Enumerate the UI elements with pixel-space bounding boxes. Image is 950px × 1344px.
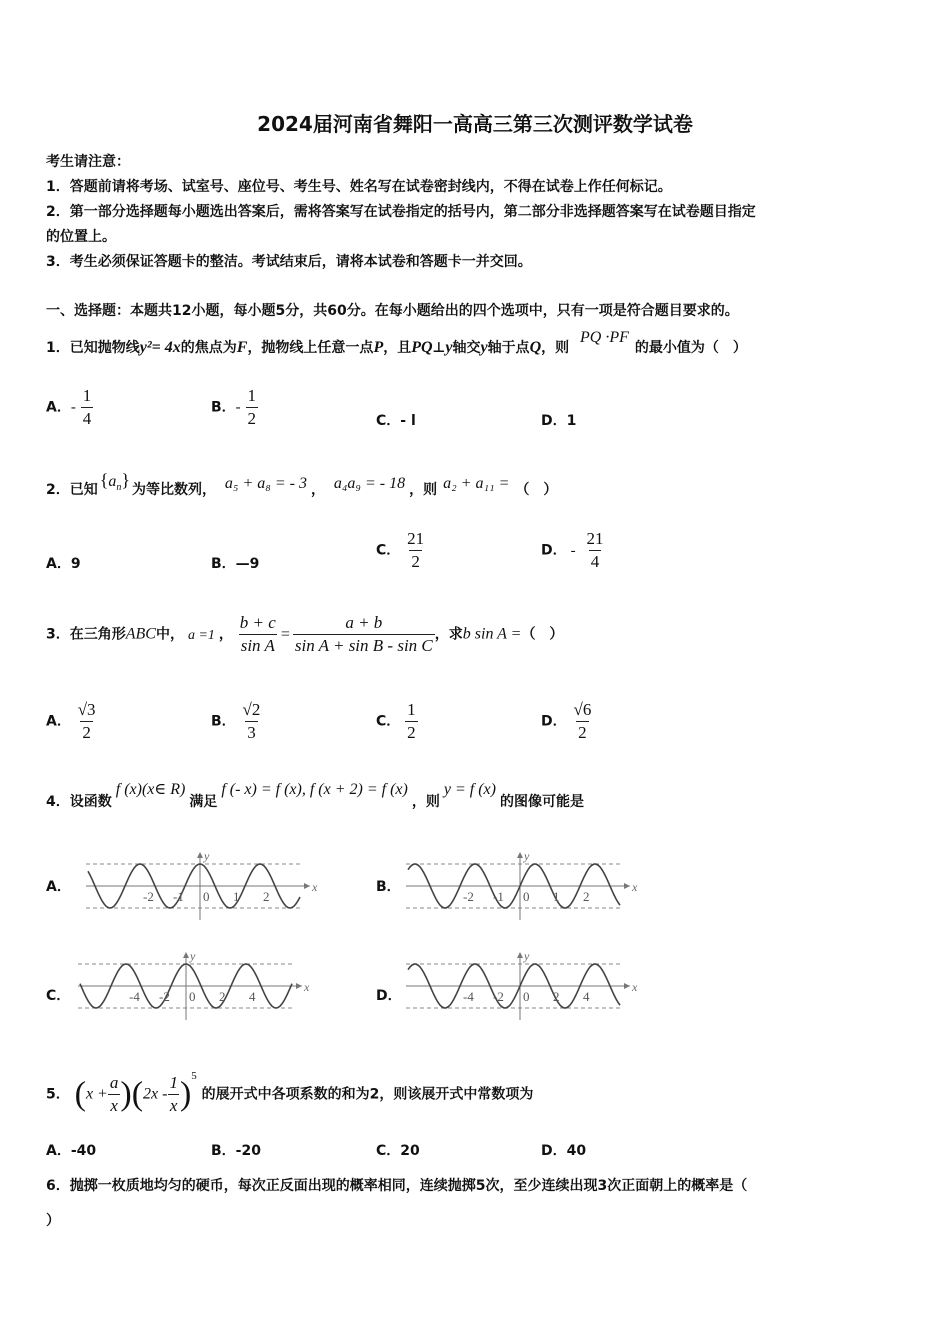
q3-option-d-fraction (572, 699, 594, 744)
q5-option-c-value: 20 (400, 1143, 420, 1159)
x-axis-arrow (624, 983, 630, 989)
section-heading: 一、选择题：本题共12小题，每小题5分，共60分。在每小题给出的四个选项中，只有一项是符合题目要求的。 (46, 303, 739, 319)
y-axis-arrow (517, 952, 523, 958)
tick-label: -4 (463, 989, 474, 1004)
q1-parabola-eq: y²= 4x (139, 339, 181, 356)
q3-equals: = (280, 625, 290, 643)
q1-var-Q: Q (529, 339, 542, 356)
q1-option-b-label: B． (211, 399, 236, 416)
q5-option-b-label: B． (211, 1143, 236, 1159)
q4-graph-c[interactable] (74, 950, 314, 1022)
q3-text-1: 中， (155, 626, 184, 643)
y-axis-arrow (183, 952, 189, 958)
q3-abc: ABC (125, 625, 156, 643)
q2-sequence (98, 470, 132, 493)
frac-den: 2 (82, 723, 91, 742)
q3-text-2: ， (218, 626, 233, 643)
q5-fraction-1 (108, 1072, 121, 1117)
y-axis-label: y (524, 950, 530, 963)
q1-var-y2: y (480, 339, 488, 356)
q3-ask: b sin A = (462, 625, 522, 643)
q2-option-c-fraction (405, 528, 426, 573)
q4-num: 4．设函数 (46, 794, 112, 810)
tick-label: -1 (173, 889, 184, 904)
x-axis-arrow (624, 883, 630, 889)
y-axis-label: y (190, 950, 196, 963)
frac-den: x (169, 1096, 178, 1115)
x-axis-arrow (304, 883, 310, 889)
frac-den: x (110, 1096, 118, 1115)
y-axis-label: y (204, 850, 210, 863)
frac-den: 2 (407, 723, 416, 742)
tick-label: -2 (143, 889, 154, 904)
q3-option-a[interactable] (46, 699, 98, 744)
frac-den: 2 (411, 552, 420, 571)
q4-option-c-label[interactable]: C． (46, 988, 71, 1004)
q1-option-c[interactable] (376, 410, 416, 430)
q4-yfx: y = f (x) (443, 781, 496, 798)
q1-option-d-label: D． (541, 413, 567, 429)
q1-option-b-sign: - (235, 399, 241, 416)
page-title: 2024届河南省舞阳一高高三第三次测评数学试卷 (257, 112, 693, 136)
q5-option-d-label: D． (541, 1143, 567, 1159)
tick-label: 4 (249, 989, 256, 1004)
q2-option-b-label: B． (211, 556, 236, 572)
q5-exponent: 5 (191, 1069, 197, 1082)
q4-text-2: ，则 (411, 794, 440, 810)
q5-num: 5． (46, 1086, 70, 1103)
brace-right: } (121, 470, 131, 490)
q2-seq-a: a (108, 473, 117, 490)
q2-option-d-fraction (585, 528, 606, 573)
q5-option-b-value: -20 (235, 1143, 261, 1159)
q3-num: 3．在三角形 (46, 626, 126, 643)
q5-fraction-2 (167, 1072, 180, 1117)
paren-right-1: ) (120, 1075, 132, 1113)
tick-label: 0 (523, 889, 530, 904)
q1-option-a-fraction (81, 385, 94, 430)
paren-right-2: ) (179, 1075, 192, 1113)
y-axis-arrow (197, 852, 203, 858)
tick-label: 2 (583, 889, 590, 904)
frac-num: b + c (239, 613, 276, 632)
tick-label: -1 (493, 889, 504, 904)
y-axis-arrow (517, 852, 523, 858)
q3-text-3: ，求 (434, 626, 463, 643)
q2-text-3: ，则 (409, 482, 438, 498)
q5-option-a-value: -40 (70, 1143, 97, 1159)
q2-option-d-label: D． (541, 542, 567, 559)
q1-num: 1． (46, 340, 70, 356)
q3-option-b[interactable] (211, 699, 262, 744)
notice-item-2: 2．第一部分选择题每小题选出答案后，需将答案写在试卷指定的括号内，第二部分非选择题答案写在试卷题目指定 (46, 204, 756, 220)
tick-label: 0 (203, 889, 210, 904)
q5-option-b[interactable] (211, 1140, 261, 1160)
q5-option-a[interactable] (46, 1140, 96, 1160)
question-6: 6．抛掷一枚质地均匀的硬币，每次正反面出现的概率相同，连续抛掷5次，至少连续出现3次正面朝上的概率是（ (46, 1178, 748, 1194)
q3-option-b-fraction (241, 699, 263, 744)
frac-den: sin A + sin B - sin C (294, 636, 433, 655)
question-4 (46, 781, 584, 812)
q2-option-a-value: 9 (70, 556, 81, 572)
tick-label: 2 (553, 989, 560, 1004)
q2-seq-sub: n (116, 481, 122, 493)
q4-graph-a[interactable] (82, 850, 322, 922)
x-axis-label: x (632, 980, 638, 994)
frac-den: 4 (590, 552, 600, 571)
q3-option-d[interactable] (541, 699, 593, 744)
q1-var-y: y (445, 339, 453, 356)
tick-label: 4 (583, 989, 590, 1004)
q2-option-c-label: C． (376, 542, 401, 559)
q2-text-2: ， (310, 482, 325, 498)
question-5 (46, 1069, 534, 1115)
q1-text-9: 的最小值为（ ） (634, 340, 747, 356)
frac-num: 1 (247, 386, 257, 405)
frac-num: √2 (242, 700, 261, 719)
question-6-cont: ） (46, 1213, 60, 1229)
frac-den: 3 (247, 723, 256, 742)
frac-den: sin A (240, 636, 275, 655)
q3-fraction-left (238, 612, 278, 657)
q1-option-b[interactable] (211, 385, 258, 430)
x-axis-label: x (632, 880, 638, 894)
q1-text-2: 的焦点为 (180, 340, 237, 356)
q4-graph-d[interactable] (402, 950, 642, 1022)
q2-eq-2: a₄a₉ = - 18 (333, 475, 406, 492)
q1-text-1: 已知抛物线 (69, 340, 140, 356)
frac-num: √6 (573, 700, 592, 719)
q5-term-2: 2x - (143, 1085, 168, 1103)
q3-a-eq-1: a =1 (187, 627, 215, 643)
q3-option-c-fraction (405, 699, 418, 744)
q2-option-c[interactable] (376, 528, 426, 573)
q1-text-5: ⊥ (432, 340, 446, 356)
frac-num: 1 (82, 386, 92, 405)
frac-num: 1 (407, 700, 416, 719)
q1-option-c-label: C． (376, 413, 401, 429)
tick-label: 1 (553, 889, 560, 904)
tick-label: 0 (523, 989, 530, 1004)
q5-option-c-label: C． (376, 1143, 401, 1159)
q4-option-d-label[interactable]: D． (376, 988, 402, 1004)
q2-num: 2．已知 (46, 482, 98, 498)
brace-left: { (99, 470, 109, 490)
q4-option-a-label[interactable]: A． (46, 879, 71, 895)
q2-option-a[interactable] (46, 553, 81, 573)
q2-option-b-value: —9 (235, 556, 260, 572)
q5-option-d[interactable] (541, 1140, 586, 1160)
q1-text-3: ，抛物线上任意一点 (247, 340, 374, 356)
tick-label: -2 (159, 989, 170, 1004)
y-axis-label: y (524, 850, 530, 863)
q1-text-8: ，则 (541, 340, 570, 356)
question-1 (46, 329, 747, 358)
tick-label: 2 (263, 889, 270, 904)
q2-option-b[interactable] (211, 553, 259, 573)
q4-text-3: 的图像可能是 (499, 794, 584, 810)
tick-label: 2 (219, 989, 226, 1004)
q1-text-6: 轴交 (452, 340, 481, 356)
q1-var-PQ: PQ (411, 339, 433, 356)
q2-option-d[interactable] (541, 528, 606, 573)
frac-den: 4 (82, 409, 92, 428)
tick-label: 0 (189, 989, 196, 1004)
paren-left-1: ( (74, 1075, 86, 1113)
x-axis-label: x (304, 980, 310, 994)
x-axis-label: x (312, 880, 318, 894)
q3-option-c-label: C． (376, 713, 401, 730)
q3-option-a-label: A． (46, 713, 71, 730)
q2-eq-3: a₂ + a₁₁ = (443, 475, 510, 492)
q1-option-a-label: A． (46, 399, 71, 416)
q3-option-d-label: D． (541, 713, 567, 730)
q3-option-c[interactable] (376, 699, 418, 744)
frac-den: 2 (247, 409, 257, 428)
q1-text-7: 轴于点 (487, 340, 530, 356)
notice-item-1: 1．答题前请将考场、试室号、座位号、考生号、姓名写在试卷密封线内，不得在试卷上作任何标记。 (46, 179, 672, 195)
q5-option-d-value: 40 (566, 1143, 587, 1159)
frac-num: a (109, 1073, 119, 1092)
notice-item-2-cont: 的位置上。 (46, 229, 116, 245)
q1-option-a-sign: - (70, 399, 76, 416)
q3-option-a-fraction (76, 699, 98, 744)
q5-term-1: x + (85, 1085, 108, 1103)
notice-item-3: 3．考生必须保证答题卡的整洁。考试结束后，请将本试卷和答题卡一并交回。 (46, 254, 532, 270)
q5-option-c[interactable] (376, 1140, 420, 1160)
q2-option-a-label: A． (46, 556, 71, 572)
q1-option-d[interactable] (541, 410, 576, 430)
q2-text-4: （ ） (515, 482, 558, 498)
x-axis-arrow (296, 983, 302, 989)
q2-eq-1: a₅ + a₈ = - 3 (224, 475, 307, 492)
q5-option-a-label: A． (46, 1143, 71, 1159)
q3-text-4: （ ） (521, 626, 564, 643)
q1-option-d-value: 1 (566, 413, 577, 429)
frac-num: 21 (407, 529, 425, 548)
q1-dot-product: PQ ·PF (580, 329, 629, 346)
q4-text-1: 满足 (189, 794, 218, 810)
q2-option-d-sign: - (570, 542, 576, 559)
frac-den: 2 (578, 723, 587, 742)
paren-left-2: ( (131, 1075, 144, 1113)
frac-num: 21 (586, 529, 604, 548)
q1-option-a[interactable] (46, 385, 93, 430)
frac-num: a + b (345, 613, 383, 632)
frac-num: √3 (77, 700, 96, 719)
frac-num: 1 (169, 1073, 178, 1092)
q1-var-F: F (236, 339, 248, 356)
q2-text-1: 为等比数列， (132, 482, 217, 498)
q4-condition: f (- x) = f (x), f (x + 2) = f (x) (221, 781, 408, 798)
tick-label: -2 (493, 989, 504, 1004)
tick-label: -2 (463, 889, 474, 904)
q1-var-P: P (373, 339, 384, 356)
tick-label: 1 (233, 889, 240, 904)
q1-text-4: ，且 (383, 340, 412, 356)
question-3 (46, 612, 563, 657)
q1-option-b-fraction (246, 385, 259, 430)
q4-option-b-label[interactable]: B． (376, 879, 401, 895)
notice-heading: 考生请注意： (46, 154, 130, 170)
q3-fraction-right (293, 612, 435, 657)
q3-option-b-label: B． (211, 713, 236, 730)
q4-graph-b[interactable] (402, 850, 642, 922)
tick-label: -4 (129, 989, 140, 1004)
q5-text-1: 的展开式中各项系数的和为2，则该展开式中常数项为 (201, 1086, 534, 1103)
q4-fx: f (x)(x∈ R) (115, 781, 186, 798)
q1-option-c-value: - l (400, 413, 416, 429)
question-2 (46, 470, 558, 506)
